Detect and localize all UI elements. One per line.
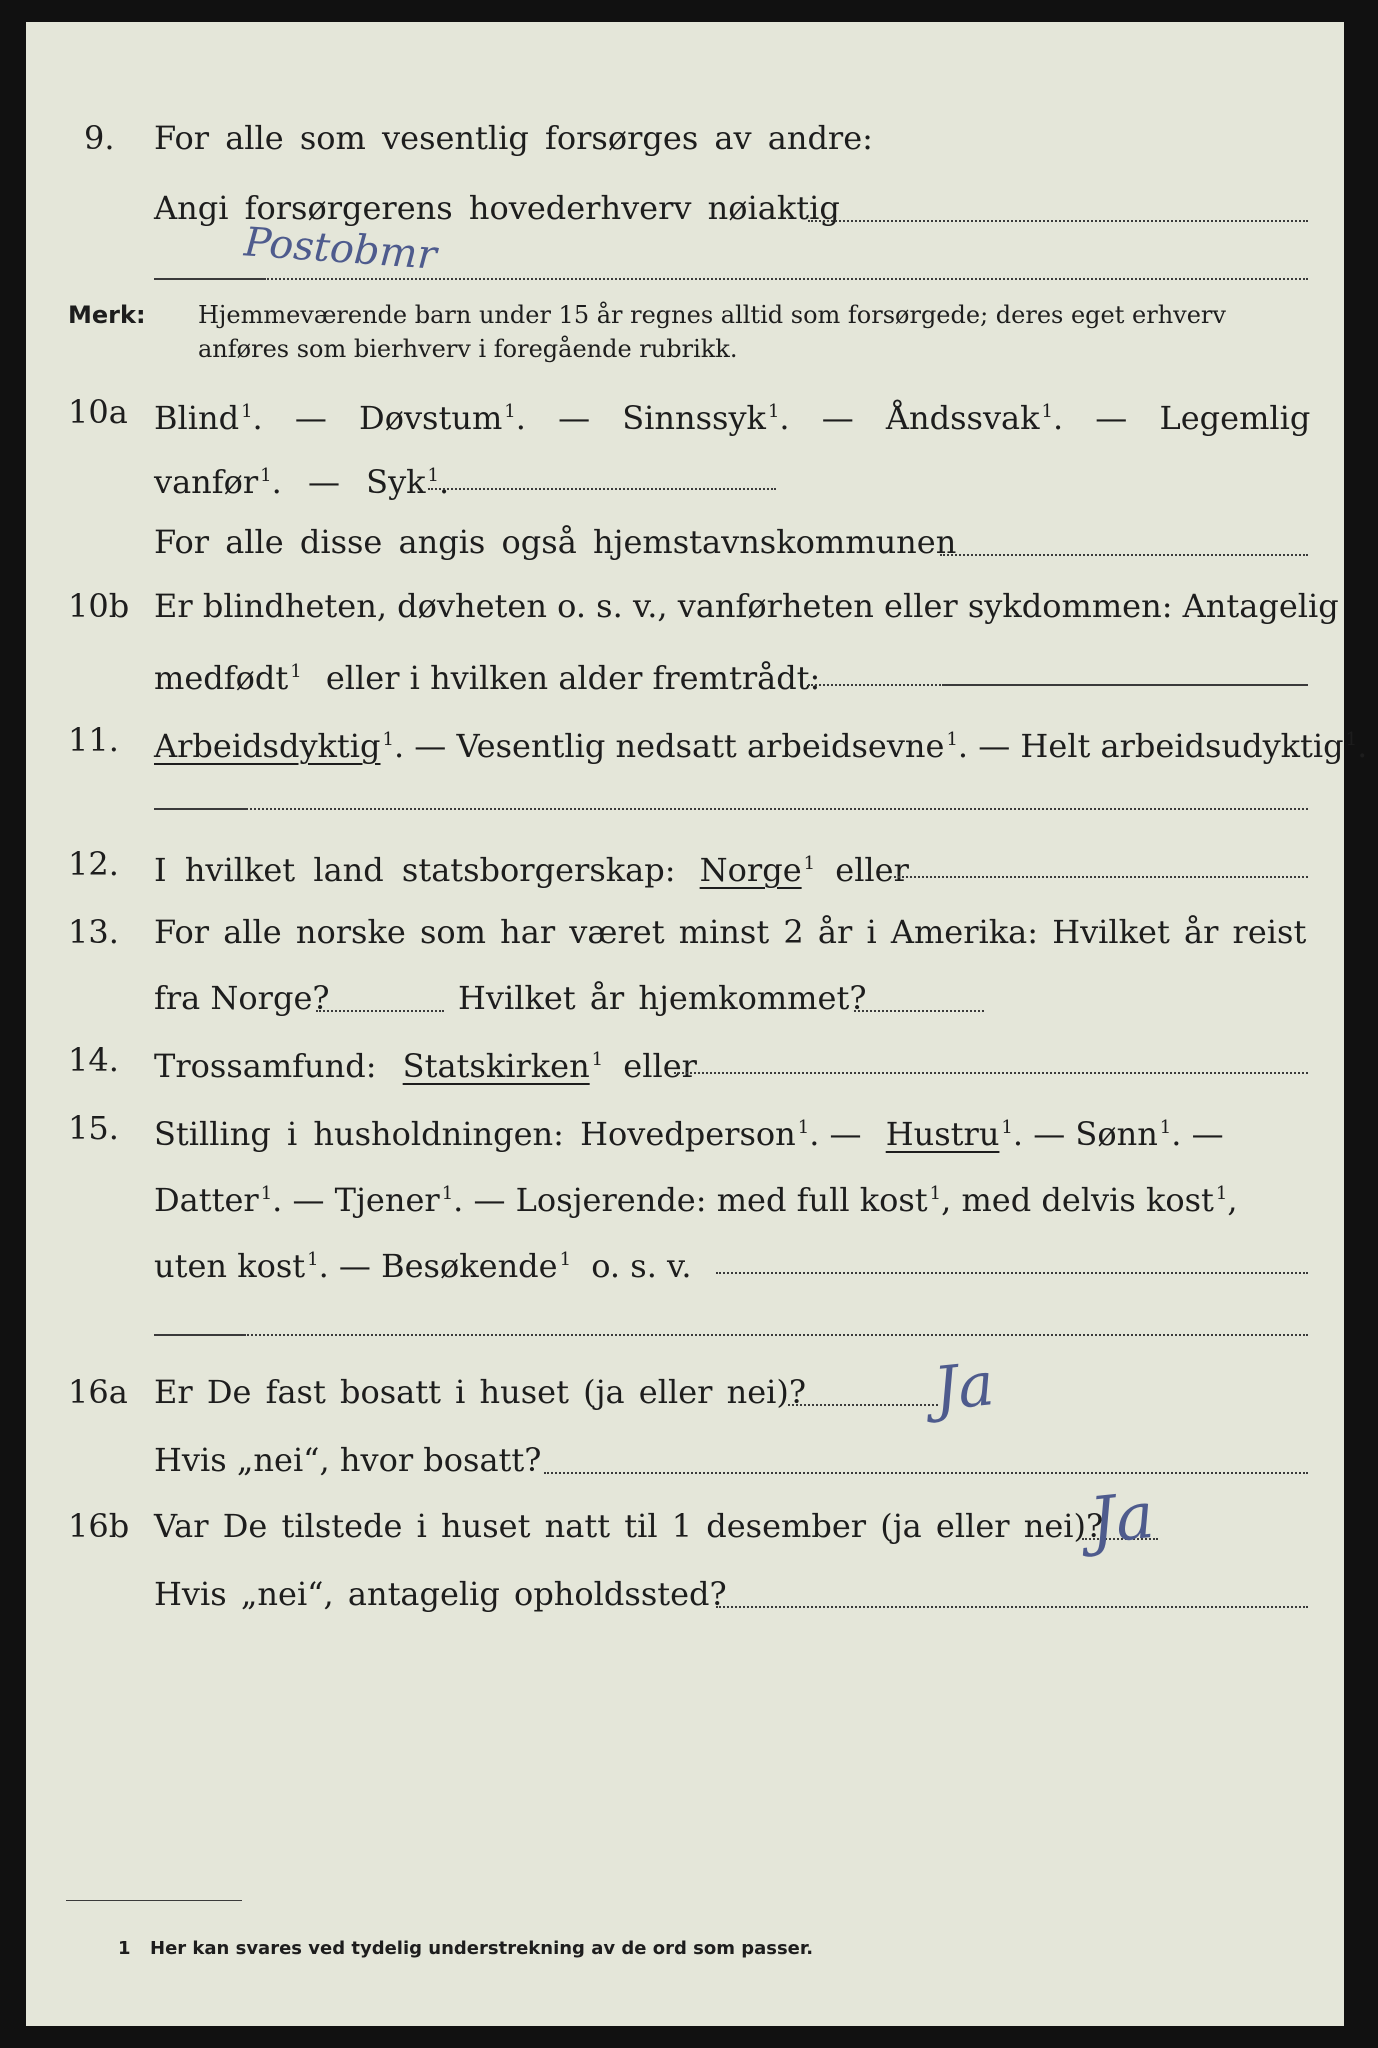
period: . <box>1357 727 1368 765</box>
q10b-line-b[interactable] <box>942 684 1308 686</box>
q12-answer-line[interactable] <box>894 876 1308 878</box>
option-nedsatt[interactable]: . — Vesentlig nedsatt arbeidsevne <box>393 727 945 765</box>
q12-eller: eller <box>835 851 909 889</box>
q14-line <box>154 1040 697 1086</box>
option-arbeidsdyktig[interactable]: Arbeidsdyktig <box>154 727 381 765</box>
q10a-line2 <box>154 456 449 502</box>
footnote-rule <box>66 1900 242 1901</box>
sup: 1 <box>427 465 439 486</box>
sup: 1 <box>767 401 780 422</box>
comma: , <box>1227 1181 1238 1219</box>
q9-line1: For alle som vesentlig forsørges av andre: <box>154 119 873 157</box>
footnote-text: Her kan svares ved tydelig understrekning av de ord som passer. <box>150 1938 814 1959</box>
dash: — <box>307 463 340 501</box>
option-sinnssyk[interactable]: Sinnssyk <box>622 399 766 437</box>
option-tjener[interactable]: . — Tjener <box>272 1181 440 1219</box>
q15-line-left <box>154 1334 244 1336</box>
sup: 1 <box>441 1183 454 1204</box>
q16a-answer-line[interactable] <box>788 1404 938 1406</box>
option-hovedperson[interactable]: Stilling i husholdningen: Hovedperson <box>154 1115 796 1153</box>
dash: — <box>1095 399 1128 437</box>
q16a-line1: Er De fast bosatt i huset (ja eller nei)? <box>154 1373 807 1411</box>
sup: 1 <box>929 1183 942 1204</box>
q12-line <box>154 844 909 890</box>
sup: 1 <box>504 401 516 422</box>
q16b-opholdssted-line[interactable] <box>716 1606 1308 1608</box>
option-legemlig[interactable]: Legemlig <box>1159 399 1311 437</box>
q14-eller: eller <box>623 1047 697 1085</box>
sup: 1 <box>591 1049 604 1070</box>
q16a-handwritten-answer: Ja <box>930 1349 998 1425</box>
q9-line2: Angi forsørgerens hovederhverv nøiaktig <box>154 189 840 227</box>
dash: — <box>558 399 591 437</box>
option-delvis-kost[interactable]: , med delvis kost <box>941 1181 1214 1219</box>
merk-line2: anføres som bierhverv i foregående rubrikk. <box>198 335 738 363</box>
q10a-line3: For alle disse angis også hjemstavnskommunen <box>154 523 957 561</box>
sup: 1 <box>382 729 394 750</box>
period: . <box>779 399 790 437</box>
option-udyktig[interactable]: . — Helt arbeidsudyktig <box>957 727 1344 765</box>
sup: 1 <box>241 401 253 422</box>
q13-hjemkommet-line[interactable] <box>854 1010 984 1012</box>
census-form-page <box>26 22 1368 2026</box>
sup: 1 <box>260 465 272 486</box>
option-datter[interactable]: Datter <box>154 1181 259 1219</box>
q10a-syk-line[interactable] <box>428 488 776 490</box>
q14-number: 14. <box>68 1041 119 1079</box>
q10b-rest: eller i hvilken alder fremtrådt: <box>325 659 821 697</box>
sup: 1 <box>946 729 958 750</box>
sup: 1 <box>797 1117 810 1138</box>
sup: 1 <box>290 661 302 682</box>
q14-answer-line[interactable] <box>674 1072 1308 1074</box>
dash: — <box>821 399 854 437</box>
q10a-line1 <box>154 392 1310 438</box>
option-norge[interactable]: Norge <box>699 851 802 889</box>
option-hustru[interactable]: Hustru <box>885 1115 1000 1153</box>
q13-line1: For alle norske som har været minst 2 år i Amerika: Hvilket år reist <box>154 913 1307 951</box>
period: . <box>271 463 282 501</box>
sup: 1 <box>1345 729 1358 750</box>
option-statskirken[interactable]: Statskirken <box>402 1047 590 1085</box>
q13-hjem: Hvilket år hjemkommet? <box>458 979 867 1017</box>
q9-answer-line <box>808 220 1308 222</box>
q10b-line2 <box>154 652 820 698</box>
period: . <box>515 399 526 437</box>
q10b-number: 10b <box>68 587 130 625</box>
sup: 1 <box>559 1249 572 1270</box>
q15-line3 <box>154 1240 691 1286</box>
q9-number: 9. <box>84 119 115 157</box>
q9-answer-line-2 <box>264 278 1308 280</box>
dash: — <box>294 399 327 437</box>
q16b-number: 16b <box>68 1507 130 1545</box>
q10a-number: 10a <box>68 393 128 431</box>
period: . <box>438 463 450 501</box>
q16a-line2: Hvis „nei“, hvor bosatt? <box>154 1441 542 1479</box>
q10b-line1: Er blindheten, døvheten o. s. v., vanførheten eller sykdommen: Antagelig <box>154 587 1339 625</box>
sup: 1 <box>803 853 816 874</box>
q10a-hjemstavn-line[interactable] <box>940 554 1308 556</box>
q11-line <box>154 720 1367 766</box>
q15-number: 15. <box>68 1109 119 1147</box>
option-besokende[interactable]: . — Besøkende <box>318 1247 558 1285</box>
footnote-mark: 1 <box>118 1938 131 1959</box>
sup: 1 <box>260 1183 273 1204</box>
q15-osv: o. s. v. <box>591 1247 692 1285</box>
q12-text: I hvilket land statsborgerskap: <box>154 851 676 889</box>
q12-number: 12. <box>68 845 119 883</box>
period: . <box>1052 399 1064 437</box>
q14-text: Trossamfund: <box>154 1047 377 1085</box>
q13-number: 13. <box>68 913 119 951</box>
q16a-number: 16a <box>68 1373 128 1411</box>
sup: 1 <box>1041 401 1053 422</box>
q13-reist-line[interactable] <box>316 1010 444 1012</box>
option-syk[interactable]: Syk <box>366 463 426 501</box>
option-andssvak[interactable]: Åndssvak <box>885 399 1040 437</box>
option-vanfor[interactable]: vanfør <box>154 463 259 501</box>
q16b-line1: Var De tilstede i huset natt til 1 desember (ja eller nei)? <box>154 1507 1104 1545</box>
q11-answer-line[interactable] <box>246 808 1308 810</box>
q9-underline-left <box>154 278 264 280</box>
q9-handwritten-answer: Postobmr <box>242 219 439 279</box>
sup: 1 <box>307 1249 319 1270</box>
dash: . — <box>1171 1115 1224 1153</box>
option-uten-kost[interactable]: uten kost <box>154 1247 306 1285</box>
period: . <box>252 399 263 437</box>
merk-line1: Hjemmeværende barn under 15 år regnes alltid som forsørgede; deres eget erhverv <box>198 301 1226 329</box>
option-dovstum[interactable]: Døvstum <box>359 399 503 437</box>
q16b-line2: Hvis „nei“, antagelig opholdssted? <box>154 1575 727 1613</box>
merk-label: Merk: <box>68 301 146 329</box>
q16b-handwritten-answer: Ja <box>1086 1478 1158 1560</box>
q15-line1 <box>154 1108 1224 1154</box>
dash: . — <box>809 1115 862 1153</box>
option-medfodt[interactable]: medfødt <box>154 659 289 697</box>
q15-answer-line-2[interactable] <box>244 1334 1308 1336</box>
sup: 1 <box>1001 1117 1013 1138</box>
option-full-kost[interactable]: . — Losjerende: med full kost <box>453 1181 928 1219</box>
q15-answer-line[interactable] <box>716 1272 1308 1274</box>
sup: 1 <box>1215 1183 1228 1204</box>
option-sonn[interactable]: . — Sønn <box>1012 1115 1158 1153</box>
q16a-bosatt-line[interactable] <box>544 1472 1308 1474</box>
q13-fra: fra Norge? <box>154 979 330 1017</box>
q15-line2 <box>154 1174 1238 1220</box>
q11-number: 11. <box>68 721 119 759</box>
q11-line-left <box>154 808 246 810</box>
sup: 1 <box>1159 1117 1172 1138</box>
option-blind[interactable]: Blind <box>154 399 240 437</box>
